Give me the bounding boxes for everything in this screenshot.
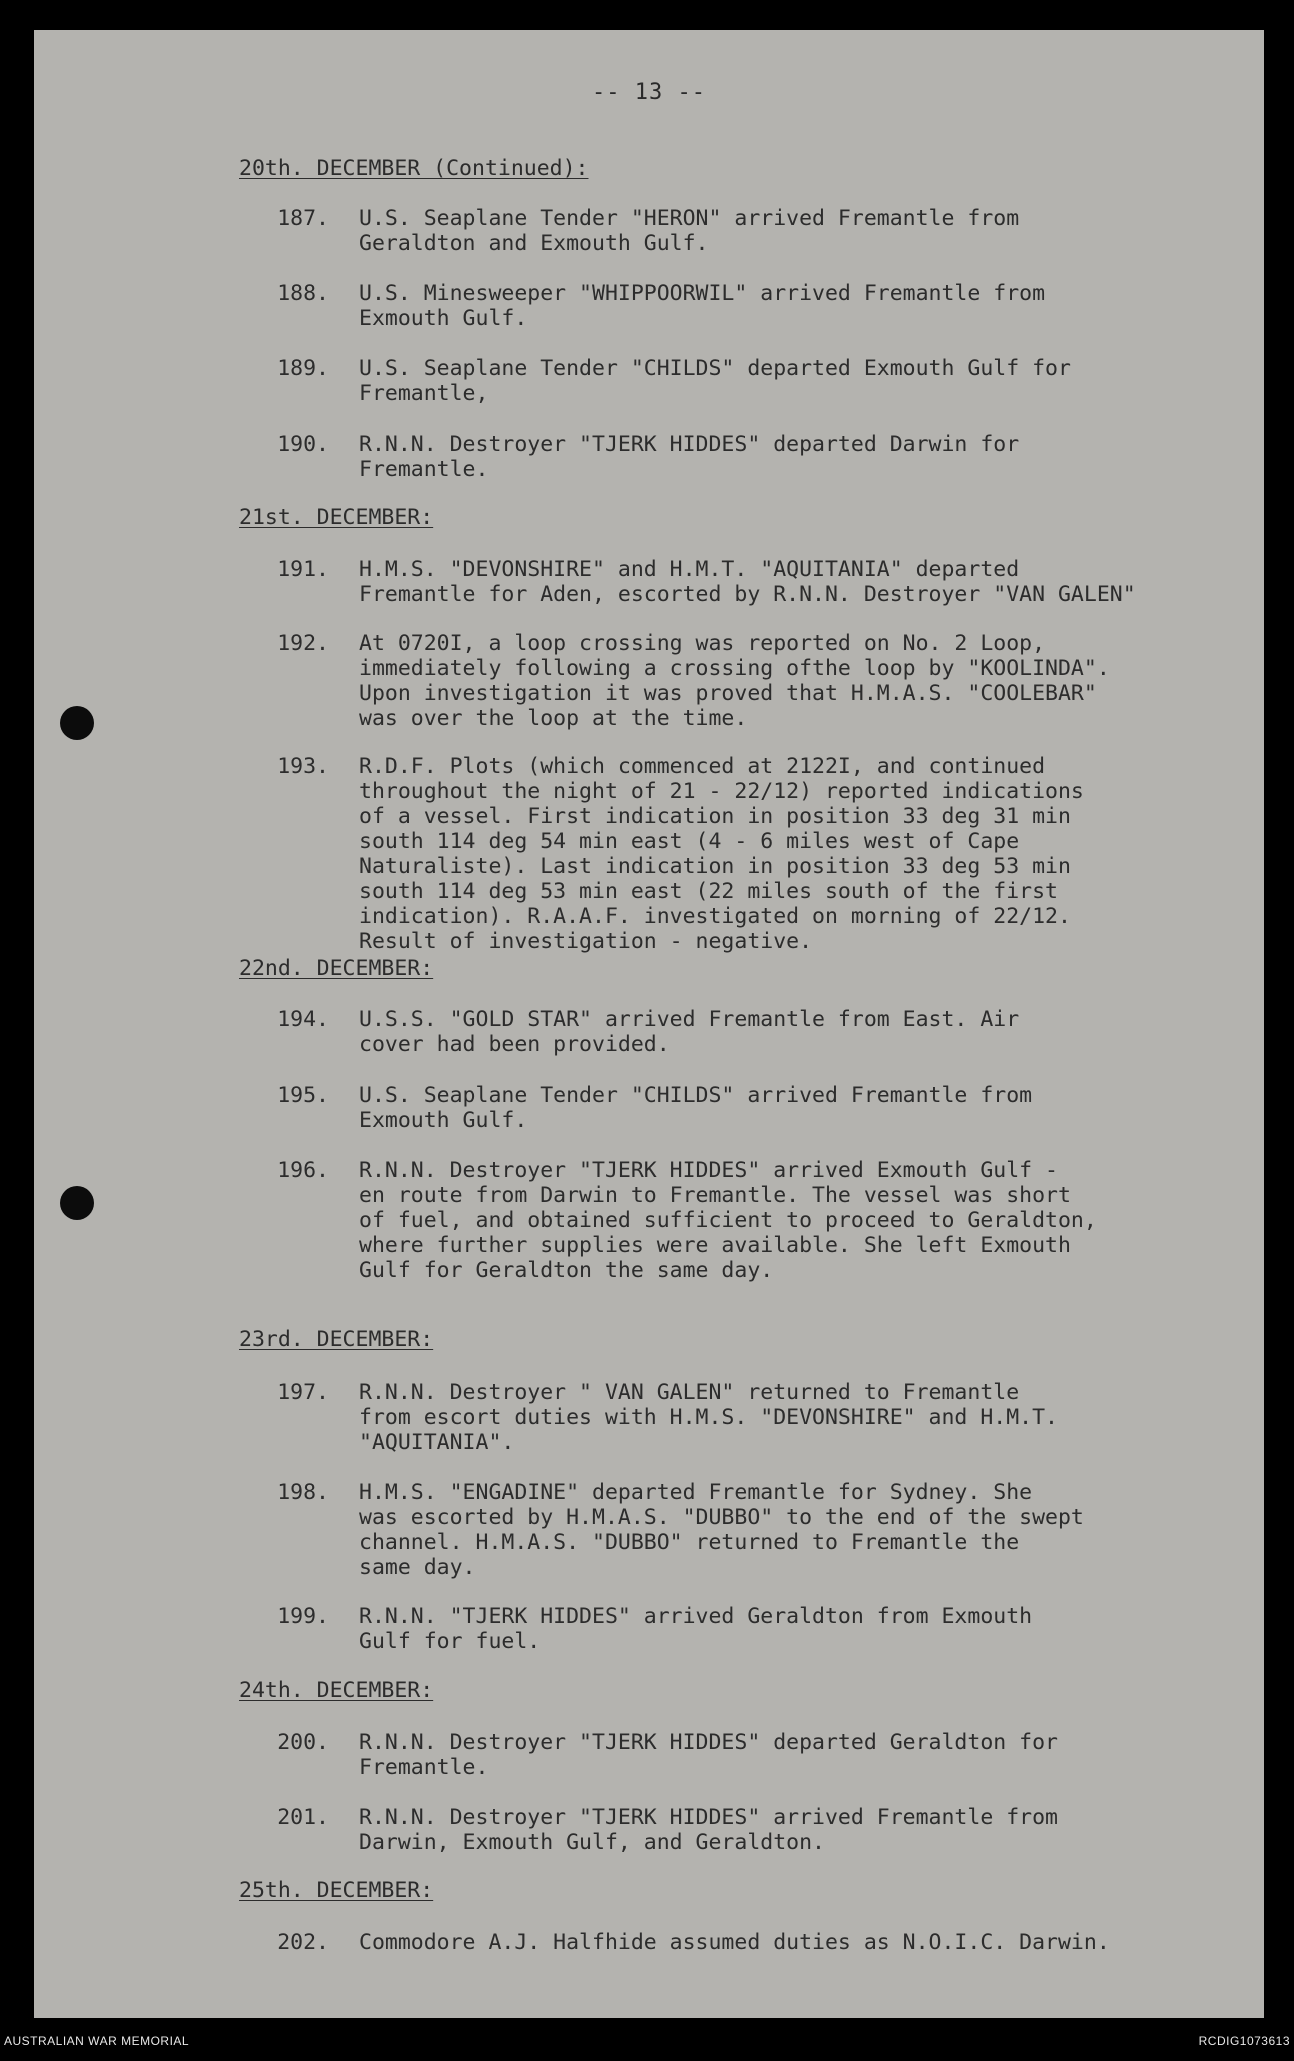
archive-reference: RCDIG1073613: [1198, 2034, 1290, 2048]
entry-text: Commodore A.J. Halfhide assumed duties as N.O.I.C. Darwin.: [359, 1930, 1110, 1955]
entry-text: R.N.N. Destroyer "TJERK HIDDES" arrived Fremantle from Darwin, Exmouth Gulf, and Geraldton.: [359, 1805, 1058, 1855]
section-heading-20th-december: 20th. DECEMBER (Continued):: [239, 156, 589, 181]
entry-number: 194.: [277, 1007, 329, 1032]
section-heading-22nd-december: 22nd. DECEMBER:: [239, 956, 434, 981]
entry-text: R.N.N. Destroyer "TJERK HIDDES" departed Darwin for Fremantle.: [359, 432, 1020, 482]
entry-number: 197.: [277, 1380, 329, 1405]
entry-text: U.S. Minesweeper "WHIPPOORWIL" arrived Fremantle from Exmouth Gulf.: [359, 281, 1046, 331]
entry-number: 196.: [277, 1158, 329, 1183]
section-heading-23rd-december: 23rd. DECEMBER:: [239, 1327, 434, 1352]
section-heading-24th-december: 24th. DECEMBER:: [239, 1678, 434, 1703]
entry-text: U.S. Seaplane Tender "CHILDS" arrived Fremantle from Exmouth Gulf.: [359, 1083, 1033, 1133]
entry-number: 202.: [277, 1930, 329, 1955]
entry-text: R.N.N. "TJERK HIDDES" arrived Geraldton from Exmouth Gulf for fuel.: [359, 1604, 1033, 1654]
entry-number: 200.: [277, 1730, 329, 1755]
entry-number: 191.: [277, 557, 329, 582]
entry-number: 195.: [277, 1083, 329, 1108]
document-page: [34, 30, 1264, 2018]
entry-text: At 0720I, a loop crossing was reported on No. 2 Loop, immediately following a crossing ofthe loop by "KOOLINDA". Upon investigation it was proved that H.M.A.S. "COOLEBAR" was over the loop at the time.: [359, 631, 1110, 731]
entry-number: 198.: [277, 1480, 329, 1505]
entry-text: R.N.N. Destroyer "TJERK HIDDES" arrived Exmouth Gulf - en route from Darwin to Fremantle. The vessel was short of fuel, and obtained sufficient to proceed to Geraldton, where further supplies were available. She left Exmouth Gulf for Geraldton the same day.: [359, 1158, 1097, 1283]
entry-text: U.S. Seaplane Tender "HERON" arrived Fremantle from Geraldton and Exmouth Gulf.: [359, 206, 1020, 256]
entry-number: 187.: [277, 206, 329, 231]
entry-number: 189.: [277, 356, 329, 381]
section-heading-21st-december: 21st. DECEMBER:: [239, 505, 434, 530]
entry-text: R.N.N. Destroyer " VAN GALEN" returned to Fremantle from escort duties with H.M.S. "DEVONSHIRE" and H.M.T. "AQUITANIA".: [359, 1380, 1058, 1455]
entry-number: 193.: [277, 754, 329, 779]
entry-number: 188.: [277, 281, 329, 306]
entry-text: H.M.S. "ENGADINE" departed Fremantle for Sydney. She was escorted by H.M.A.S. "DUBBO" to the end of the swept channel. H.M.A.S. "DUBBO" returned to Fremantle the same day.: [359, 1480, 1084, 1580]
entry-text: U.S.S. "GOLD STAR" arrived Fremantle from East. Air cover had been provided.: [359, 1007, 1020, 1057]
entry-number: 201.: [277, 1805, 329, 1830]
page-number: -- 13 --: [592, 80, 706, 105]
punch-hole: [60, 706, 94, 740]
entry-number: 192.: [277, 631, 329, 656]
punch-hole: [60, 1186, 94, 1220]
entry-text: R.N.N. Destroyer "TJERK HIDDES" departed Geraldton for Fremantle.: [359, 1730, 1058, 1780]
entry-text: R.D.F. Plots (which commenced at 2122I, and continued throughout the night of 21 - 22/12) reported indications of a vessel. First indication in position 33 deg 31 min south 114 deg 54 min east (4 - 6 miles west of Cape Naturaliste). Last indication in position 33 deg 53 min south 114 deg 53 min east (22 miles south of the first indication). R.A.A.F. investigated on morning of 22/12. Result of investigation - negative.: [359, 754, 1084, 954]
entry-text: H.M.S. "DEVONSHIRE" and H.M.T. "AQUITANIA" departed Fremantle for Aden, escorted by R.N.N. Destroyer "VAN GALEN": [359, 557, 1136, 607]
entry-text: U.S. Seaplane Tender "CHILDS" departed Exmouth Gulf for Fremantle,: [359, 356, 1071, 406]
archive-credit: AUSTRALIAN WAR MEMORIAL: [4, 2034, 190, 2048]
entry-number: 199.: [277, 1604, 329, 1629]
section-heading-25th-december: 25th. DECEMBER:: [239, 1878, 434, 1903]
entry-number: 190.: [277, 432, 329, 457]
